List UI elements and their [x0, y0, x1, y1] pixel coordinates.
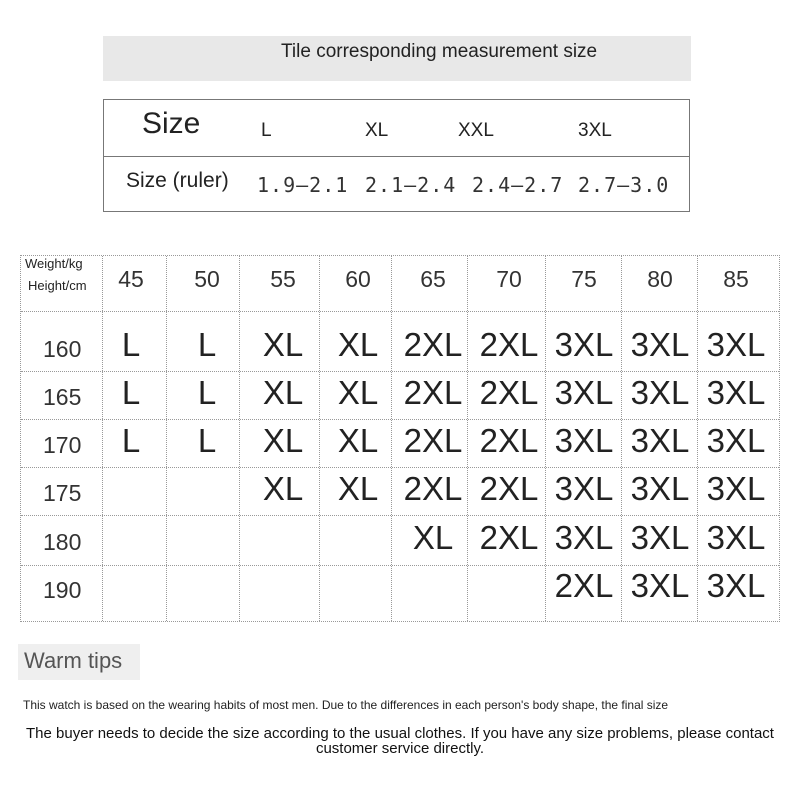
- size-cell: L: [197, 326, 217, 363]
- size-cell: 3XL: [554, 470, 614, 507]
- weight-header: 85: [723, 266, 749, 292]
- size-cell: 3XL: [630, 422, 690, 459]
- grid-row-line: [21, 419, 779, 420]
- size-cell: 3XL: [706, 326, 766, 363]
- banner-title: Tile corresponding measurement size: [281, 41, 598, 62]
- size-ruler-table: [103, 99, 690, 212]
- height-header: 170: [43, 432, 82, 458]
- size-chart-grid: [20, 255, 780, 622]
- height-axis-label: Height/cm: [28, 278, 87, 293]
- weight-header: 55: [270, 266, 296, 292]
- size-cell: 3XL: [630, 470, 690, 507]
- size-row-header: Size: [142, 107, 201, 140]
- size-cell: XL: [262, 374, 304, 411]
- size-cell: 2XL: [403, 470, 463, 507]
- tips-note-line2: The buyer needs to decide the size according to the usual clothes. If you have any size problems, please contact customer service directly.: [26, 725, 774, 757]
- warm-tips-heading: [18, 644, 140, 680]
- size-cell: L: [121, 422, 141, 459]
- grid-row-line: [21, 565, 779, 566]
- grid-row-line: [21, 515, 779, 516]
- size-cell: 3XL: [554, 422, 614, 459]
- size-cell: L: [197, 374, 217, 411]
- size-cell: XL: [262, 422, 304, 459]
- grid-row-line: [21, 467, 779, 468]
- weight-header: 70: [496, 266, 522, 292]
- size-cell: XL: [337, 422, 379, 459]
- ruler-range: 2.1—2.4: [365, 173, 457, 197]
- size-cell: 3XL: [554, 519, 614, 556]
- table-divider: [104, 156, 689, 157]
- size-label: XL: [365, 120, 389, 141]
- size-cell: 2XL: [479, 422, 539, 459]
- grid-row-line: [21, 311, 779, 312]
- size-cell: 2XL: [479, 519, 539, 556]
- size-cell: 3XL: [554, 374, 614, 411]
- size-cell: L: [197, 422, 217, 459]
- ruler-range: 2.4—2.7: [472, 173, 564, 197]
- weight-header: 80: [647, 266, 673, 292]
- size-cell: 3XL: [706, 470, 766, 507]
- height-header: 180: [43, 529, 82, 555]
- size-cell: 2XL: [479, 470, 539, 507]
- size-cell: XL: [337, 374, 379, 411]
- weight-header: 45: [118, 266, 144, 292]
- size-cell: 2XL: [403, 422, 463, 459]
- size-cell: 3XL: [630, 374, 690, 411]
- weight-header: 75: [571, 266, 597, 292]
- weight-axis-label: Weight/kg: [25, 256, 83, 271]
- size-cell: XL: [337, 326, 379, 363]
- size-cell: 3XL: [706, 374, 766, 411]
- size-cell: XL: [412, 519, 454, 556]
- size-cell: XL: [337, 470, 379, 507]
- ruler-range: 1.9—2.1: [257, 173, 349, 197]
- height-header: 160: [43, 336, 82, 362]
- size-cell: L: [121, 374, 141, 411]
- weight-header: 50: [194, 266, 220, 292]
- title-banner: [103, 36, 691, 81]
- ruler-row-header: Size (ruler): [126, 169, 229, 192]
- size-cell: 2XL: [403, 374, 463, 411]
- weight-header: 65: [420, 266, 446, 292]
- ruler-range: 2.7—3.0: [578, 173, 670, 197]
- size-cell: 3XL: [630, 567, 690, 604]
- height-header: 190: [43, 577, 82, 603]
- tips-note-line1: This watch is based on the wearing habits of most men. Due to the differences in each person's body shape, the final size: [23, 698, 669, 712]
- size-cell: 3XL: [706, 422, 766, 459]
- weight-header: 60: [345, 266, 371, 292]
- height-header: 165: [43, 384, 82, 410]
- size-cell: 2XL: [479, 374, 539, 411]
- size-cell: XL: [262, 470, 304, 507]
- grid-row-line: [21, 371, 779, 372]
- size-cell: 2XL: [479, 326, 539, 363]
- size-cell: 2XL: [403, 326, 463, 363]
- size-cell: 2XL: [554, 567, 614, 604]
- size-cell: 3XL: [706, 567, 766, 604]
- size-cell: 3XL: [630, 326, 690, 363]
- size-label: XXL: [458, 120, 494, 141]
- size-cell: XL: [262, 326, 304, 363]
- height-header: 175: [43, 480, 82, 506]
- warm-tips-title: Warm tips: [24, 648, 123, 673]
- size-cell: L: [121, 326, 141, 363]
- size-label: 3XL: [578, 120, 612, 141]
- size-cell: 3XL: [706, 519, 766, 556]
- size-cell: 3XL: [554, 326, 614, 363]
- size-label: L: [261, 120, 272, 141]
- size-cell: 3XL: [630, 519, 690, 556]
